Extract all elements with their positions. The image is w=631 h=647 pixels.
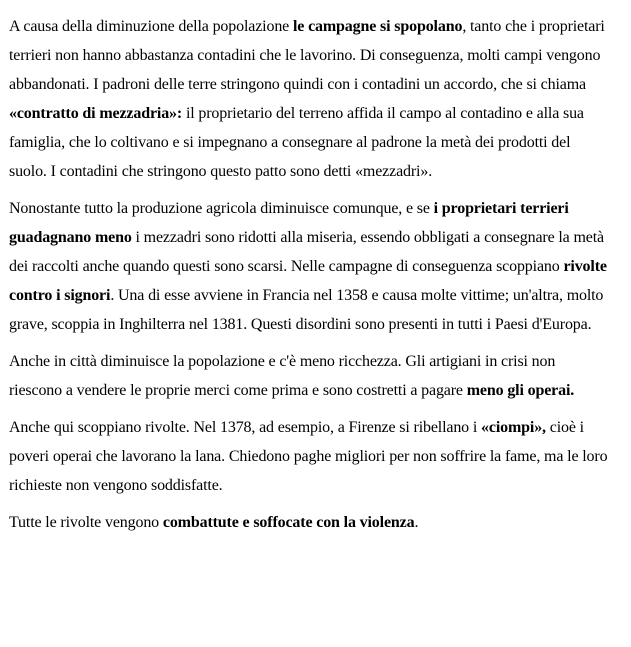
bold-segment: «contratto di mezzadria»: xyxy=(9,105,183,122)
text-segment: . xyxy=(414,514,419,531)
bold-segment: rivolte contro i signori xyxy=(9,258,607,304)
text-segment: il proprietario del terreno affida il campo al contadino e alla sua famiglia, che lo coltivano e si impegnano a consegnare al padrone la metà dei prodotti del suolo. I contadini che stringono questo patto sono detti «mezzadri». xyxy=(9,105,584,180)
paragraph-mezzadria xyxy=(9,12,609,186)
text-segment: Anche qui scoppiano rivolte. Nel 1378, ad esempio, a Firenze si ribellano i xyxy=(9,419,482,436)
bold-segment: combattute e soffocate con la violenza xyxy=(162,514,415,531)
paragraph-ciompi xyxy=(9,413,609,500)
text-segment: Tutte le rivolte vengono xyxy=(9,514,163,531)
text-segment: Nonostante tutto la produzione agricola diminuisce comunque, e se xyxy=(9,200,434,217)
text-segment: , tanto che i proprietari terrieri non hanno abbastanza contadini che le lavorino. Di conseguenza, molti campi vengono abbandonati. I padroni delle terre stringono quindi con i contadini un accordo, che si chiama xyxy=(9,18,605,93)
paragraph-conclusione xyxy=(9,508,609,537)
text-segment: A causa della diminuzione della popolazione xyxy=(9,18,293,35)
text-segment: Anche in città diminuisce la popolazione e c'è meno ricchezza. Gli artigiani in crisi non riescono a vendere le proprie merci come prima e sono costretti a pagare xyxy=(9,353,556,399)
bold-segment: meno gli operai. xyxy=(466,382,575,399)
paragraph-crisi-citta xyxy=(9,347,609,405)
text-segment: i mezzadri sono ridotti alla miseria, essendo obbligati a consegnare la metà dei raccolti anche quando questi sono scarsi. Nelle campagne di conseguenza scoppiano xyxy=(9,229,604,275)
bold-segment: le campagne si spopolano xyxy=(292,18,463,35)
bold-segment: «ciompi», xyxy=(481,419,546,436)
paragraph-rivolte-contadine xyxy=(9,194,609,339)
text-segment: . Una di esse avviene in Francia nel 1358 e causa molte vittime; un'altra, molto grave, scoppia in Inghilterra nel 1381. Questi disordini sono presenti in tutti i Paesi d'Europa. xyxy=(9,287,604,333)
bold-segment: i proprietari terrieri guadagnano meno xyxy=(9,200,569,246)
text-segment: cioè i poveri operai che lavorano la lana. Chiedono paghe migliori per non soffrire la fame, ma le loro richieste non vengono soddisfatte. xyxy=(9,419,608,494)
